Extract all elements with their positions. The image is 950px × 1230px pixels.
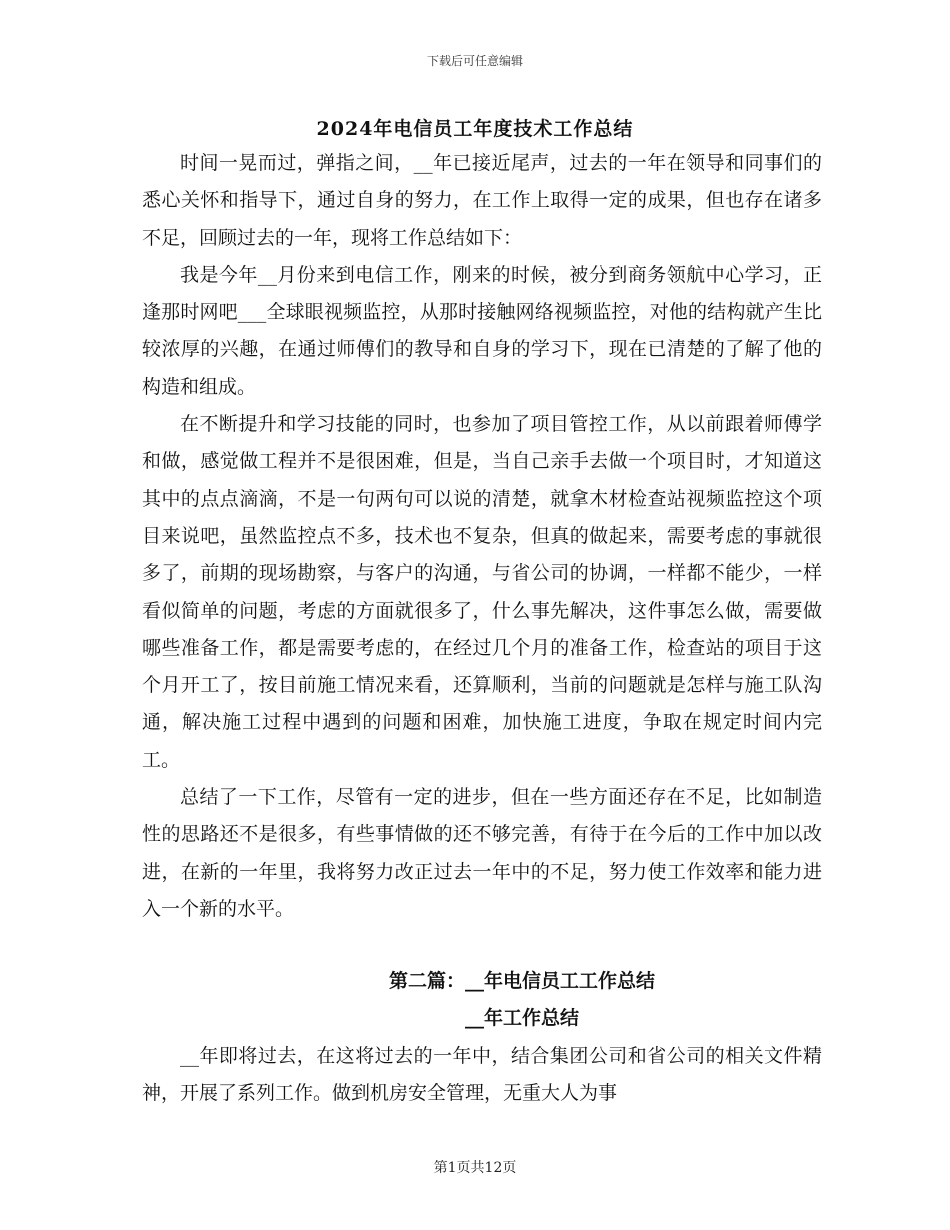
document-title: 2024年电信员工年度技术工作总结 [316, 118, 634, 140]
paragraph-summary: 总结了一下工作，尽管有一定的进步，但在一些方面还存在不足，比如制造性的思路还不是很多，有些事情做的还不够完善，有待于在今后的工作中加以改进，在新的一年里，我将努力改正过去一年中的不足，努力使工作效率和能力进入一个新的水平。 [142, 786, 822, 920]
paragraph-intro: 时间一晃而过，弹指之间，__年已接近尾声，过去的一年在领导和同事们的悉心关怀和指导下，通过自身的努力，在工作上取得一定的成果，但也存在诸多不足，回顾过去的一年，现将工作总结如下： [142, 152, 822, 249]
document-body [142, 145, 822, 928]
section-two [142, 963, 822, 1112]
page-header-note: 下载后可任意编辑 [426, 54, 523, 68]
paragraph-joining: 我是今年__月份来到电信工作，刚来的时候，被分到商务领航中心学习，正逢那时网吧___全球眼视频监控，从那时接触网络视频监控，对他的结构就产生比较浓厚的兴趣，在通过师傅们的教导和自身的学习下，现在已清楚的了解了他的构造和组成。 [142, 263, 822, 398]
section-two-subheading: __年工作总结 [464, 1007, 579, 1030]
paragraph-project: 在不断提升和学习技能的同时，也参加了项目管控工作，从以前跟着师傅学和做，感觉做工程并不是很困难，但是，当自己亲手去做一个项目时，才知道这其中的点点滴滴，不是一句两句可以说的清楚，就拿木材检查站视频监控这个项目来说吧，虽然监控点不多，技术也不复杂，但真的做起来，需要考虑的事就很多了，前期的现场勘察，与客户的沟通，与省公司的协调，一样都不能少，一样看似简单的问题，考虑的方面就很多了，什么事先解决，这件事怎么做，需要做哪些准备工作，都是需要考虑的，在经过几个月的准备工作，检查站的项目于这个月开工了，按目前施工情况来看，还算顺利，当前的问题就是怎样与施工队沟通，解决施工过程中遇到的问题和困难，加快施工进度，争取在规定时间内完工。 [142, 413, 822, 771]
section-two-heading: 第二篇：__年电信员工工作总结 [388, 970, 655, 992]
page-number: 第1页共12页 [433, 1160, 517, 1176]
paragraph-section-two: __年即将过去，在这将过去的一年中，结合集团公司和省公司的相关文件精神，开展了系列工作。做到机房安全管理，无重大人为事 [142, 1044, 822, 1104]
